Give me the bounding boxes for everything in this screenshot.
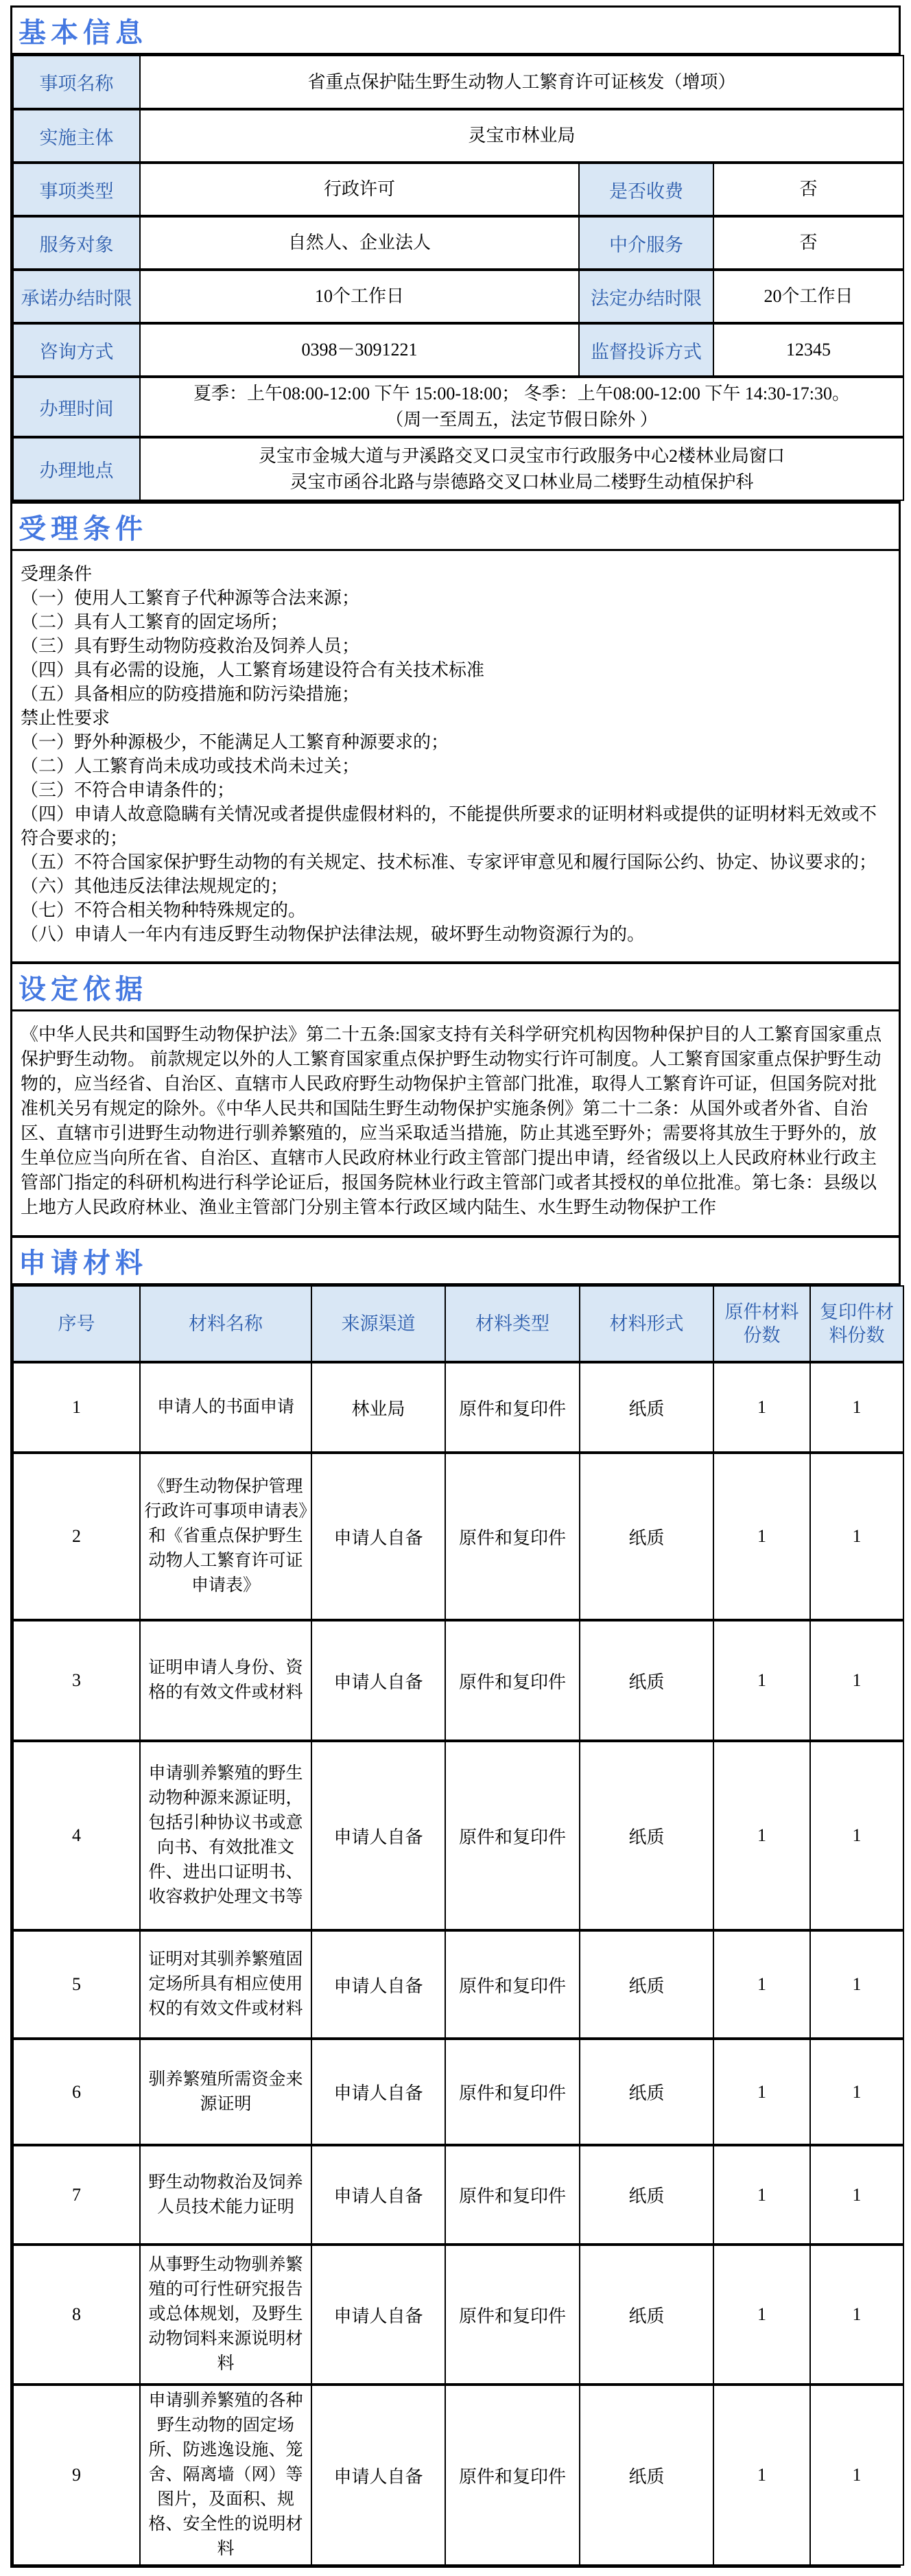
material-copy-count: 1 [810, 1620, 903, 1741]
material-name: 申请人的书面申请 [140, 1362, 311, 1453]
field-label: 服务对象 [13, 216, 140, 270]
field-label: 承诺办结时限 [13, 270, 140, 323]
material-copy-count: 1 [810, 1453, 903, 1620]
basic-info-row [13, 323, 903, 377]
material-form: 纸质 [580, 1362, 713, 1453]
material-original-count: 1 [713, 1930, 810, 2039]
material-original-count: 1 [713, 1620, 810, 1741]
field-label: 监督投诉方式 [579, 323, 713, 377]
material-original-count: 1 [713, 1741, 810, 1930]
field-value: 灵宝市林业局 [140, 109, 903, 163]
material-source: 申请人自备 [311, 1453, 445, 1620]
field-value: 省重点保护陆生野生动物人工繁育许可证核发（增项） [140, 56, 903, 109]
field-label: 中介服务 [579, 216, 713, 270]
material-original-count: 1 [713, 2145, 810, 2245]
service-detail-document [10, 5, 901, 2568]
material-name: 驯养繁殖所需资金来源证明 [140, 2039, 311, 2145]
material-original-count: 1 [713, 2039, 810, 2145]
material-index: 3 [13, 1620, 140, 1741]
material-index: 4 [13, 1741, 140, 1930]
material-copy-count: 1 [810, 2145, 903, 2245]
material-type: 原件和复印件 [445, 2245, 580, 2385]
material-name: 野生动物救治及饲养人员技术能力证明 [140, 2145, 311, 2245]
material-source: 申请人自备 [311, 1930, 445, 2039]
basic-info-row [13, 109, 903, 163]
material-form: 纸质 [580, 2385, 713, 2565]
materials-col-header: 材料类型 [445, 1286, 580, 1362]
basic-info-body [13, 56, 903, 500]
materials-col-header: 复印件材料份数 [810, 1286, 903, 1362]
materials-row [13, 2245, 903, 2385]
material-index: 8 [13, 2245, 140, 2385]
materials-row [13, 2039, 903, 2145]
field-value: 灵宝市金城大道与尹溪路交叉口灵宝市行政服务中心2楼林业局窗口 灵宝市函谷北路与崇德路交叉口林业局二楼野生动植保护科 [140, 437, 903, 500]
material-copy-count: 1 [810, 1930, 903, 2039]
material-type: 原件和复印件 [445, 1930, 580, 2039]
material-name: 从事野生动物驯养繁殖的可行性研究报告或总体规划，及野生动物饲料来源说明材料 [140, 2245, 311, 2385]
material-index: 5 [13, 1930, 140, 2039]
material-form: 纸质 [580, 2039, 713, 2145]
materials-row [13, 1362, 903, 1453]
section-title-legal-basis: 设定依据 [12, 961, 899, 1011]
field-label: 办理地点 [13, 437, 140, 500]
material-original-count: 1 [713, 2245, 810, 2385]
field-label: 办理时间 [13, 377, 140, 437]
material-original-count: 1 [713, 1362, 810, 1453]
materials-row [13, 1741, 903, 1930]
field-value: 否 [713, 216, 903, 270]
material-index: 9 [13, 2385, 140, 2565]
material-source: 申请人自备 [311, 2245, 445, 2385]
field-value: 20个工作日 [713, 270, 903, 323]
material-index: 1 [13, 1362, 140, 1453]
materials-header-row [13, 1286, 903, 1362]
material-original-count: 1 [713, 1453, 810, 1620]
material-source: 申请人自备 [311, 2385, 445, 2565]
material-name: 申请驯养繁殖的野生动物种源来源证明，包括引种协议书或意向书、有效批准文件、进出口证明书、收容救护处理文书等 [140, 1741, 311, 1930]
field-value: 夏季：上午08:00-12:00 下午 15:00-18:00； 冬季：上午08:00-12:00 下午 14:30-17:30。 （周一至周五，法定节假日除外 ） [140, 377, 903, 437]
material-original-count: 1 [713, 2385, 810, 2565]
material-type: 原件和复印件 [445, 1620, 580, 1741]
basic-info-row [13, 377, 903, 437]
field-value: 10个工作日 [140, 270, 579, 323]
field-label: 法定办结时限 [579, 270, 713, 323]
materials-row [13, 1930, 903, 2039]
material-form: 纸质 [580, 1453, 713, 1620]
material-type: 原件和复印件 [445, 1362, 580, 1453]
material-source: 申请人自备 [311, 2039, 445, 2145]
legal-basis-body: 《中华人民共和国野生动物保护法》第二十五条:国家支持有关科学研究机构因物种保护目的人工繁育国家重点保护野生动物。 前款规定以外的人工繁育国家重点保护野生动物实行许可制度。人工繁育国家重点保护野生动物的，应当经省、自治区、直辖市人民政府野生动物保护主管部门批准，取得人工繁育许可证，但国务院对批准机关另有规定的除外。《中华人民共和国陆生野生动物保护实施条例》第二十二条：从国外或者外省、自治区、直辖市引进野生动物进行驯养繁殖的，应当采取适当措施，防止其逃至野外；需要将其放生于野外的，放生单位应当向所在省、自治区、直辖市人民政府林业行政主管部门提出申请，经省级以上人民政府林业行政主管部门指定的科研机构进行科学论证后，报国务院林业行政主管部门或者其授权的单位批准。第七条：县级以上地方人民政府林业、渔业主管部门分别主管本行政区域内陆生、水生野生动物保护工作 [12, 1011, 899, 1235]
material-type: 原件和复印件 [445, 1741, 580, 1930]
basic-info-row [13, 437, 903, 500]
basic-info-table [12, 55, 904, 501]
field-value: 自然人、企业法人 [140, 216, 579, 270]
materials-col-header: 原件材料份数 [713, 1286, 810, 1362]
material-source: 申请人自备 [311, 2145, 445, 2245]
field-label: 是否收费 [579, 163, 713, 216]
material-form: 纸质 [580, 1741, 713, 1930]
material-name: 证明申请人身份、资格的有效文件或材料 [140, 1620, 311, 1741]
field-value: 行政许可 [140, 163, 579, 216]
material-copy-count: 1 [810, 1741, 903, 1930]
field-label: 咨询方式 [13, 323, 140, 377]
material-name: 证明对其驯养繁殖固定场所具有相应使用权的有效文件或材料 [140, 1930, 311, 2039]
material-source: 申请人自备 [311, 1620, 445, 1741]
materials-col-header: 来源渠道 [311, 1286, 445, 1362]
material-copy-count: 1 [810, 2039, 903, 2145]
material-copy-count: 1 [810, 1362, 903, 1453]
material-copy-count: 1 [810, 2385, 903, 2565]
material-source: 申请人自备 [311, 1741, 445, 1930]
material-name: 申请驯养繁殖的各种野生动物的固定场所、防逃逸设施、笼舍、隔离墙（网）等图片，及面积、规格、安全性的说明材料 [140, 2385, 311, 2565]
materials-col-header: 材料形式 [580, 1286, 713, 1362]
materials-row [13, 2385, 903, 2565]
field-label: 事项类型 [13, 163, 140, 216]
material-index: 2 [13, 1453, 140, 1620]
section-title-acceptance: 受理条件 [12, 501, 899, 551]
materials-table [12, 1285, 904, 2566]
basic-info-row [13, 270, 903, 323]
materials-body [13, 1362, 903, 2565]
material-index: 7 [13, 2145, 140, 2245]
material-type: 原件和复印件 [445, 2039, 580, 2145]
basic-info-row [13, 216, 903, 270]
material-source: 林业局 [311, 1362, 445, 1453]
section-title-materials: 申请材料 [12, 1235, 899, 1285]
material-form: 纸质 [580, 2245, 713, 2385]
materials-row [13, 1453, 903, 1620]
material-form: 纸质 [580, 1620, 713, 1741]
basic-info-row [13, 163, 903, 216]
material-index: 6 [13, 2039, 140, 2145]
field-label: 实施主体 [13, 109, 140, 163]
material-name: 《野生动物保护管理行政许可事项申请表》和《省重点保护野生动物人工繁育许可证申请表》 [140, 1453, 311, 1620]
materials-col-header: 序号 [13, 1286, 140, 1362]
material-type: 原件和复印件 [445, 1453, 580, 1620]
field-value: 12345 [713, 323, 903, 377]
basic-info-row [13, 56, 903, 109]
section-title-basic-info: 基本信息 [12, 8, 899, 55]
material-copy-count: 1 [810, 2245, 903, 2385]
materials-col-header: 材料名称 [140, 1286, 311, 1362]
field-label: 事项名称 [13, 56, 140, 109]
field-value: 0398－3091221 [140, 323, 579, 377]
material-form: 纸质 [580, 1930, 713, 2039]
materials-row [13, 1620, 903, 1741]
material-type: 原件和复印件 [445, 2385, 580, 2565]
field-value: 否 [713, 163, 903, 216]
materials-row [13, 2145, 903, 2245]
acceptance-body: 受理条件 （一）使用人工繁育子代种源等合法来源； （二）具有人工繁育的固定场所； （三）具有野生动物防疫救治及饲养人员； （四）具有必需的设施，人工繁育场建设符合有关技术标准 （五）具备相应的防疫措施和防污染措施； 禁止性要求 （一）野外种源极少，不能满足人工繁育种源要求的； （二）人工繁育尚未成功或技术尚未过关； （三）不符合申请条件的； （四）申请人故意隐瞒有关情况或者提供虚假材料的，不能提供所要求的证明材料或提供的证明材料无效或不符合要求的； （五）不符合国家保护野生动物的有关规定、技术标准、专家评审意见和履行国际公约、协定、协议要求的； （六）其他违反法律法规规定的； （七）不符合相关物种特殊规定的。 （八）申请人一年内有违反野生动物保护法律法规，破坏野生动物资源行为的。 [12, 551, 899, 961]
material-form: 纸质 [580, 2145, 713, 2245]
material-type: 原件和复印件 [445, 2145, 580, 2245]
